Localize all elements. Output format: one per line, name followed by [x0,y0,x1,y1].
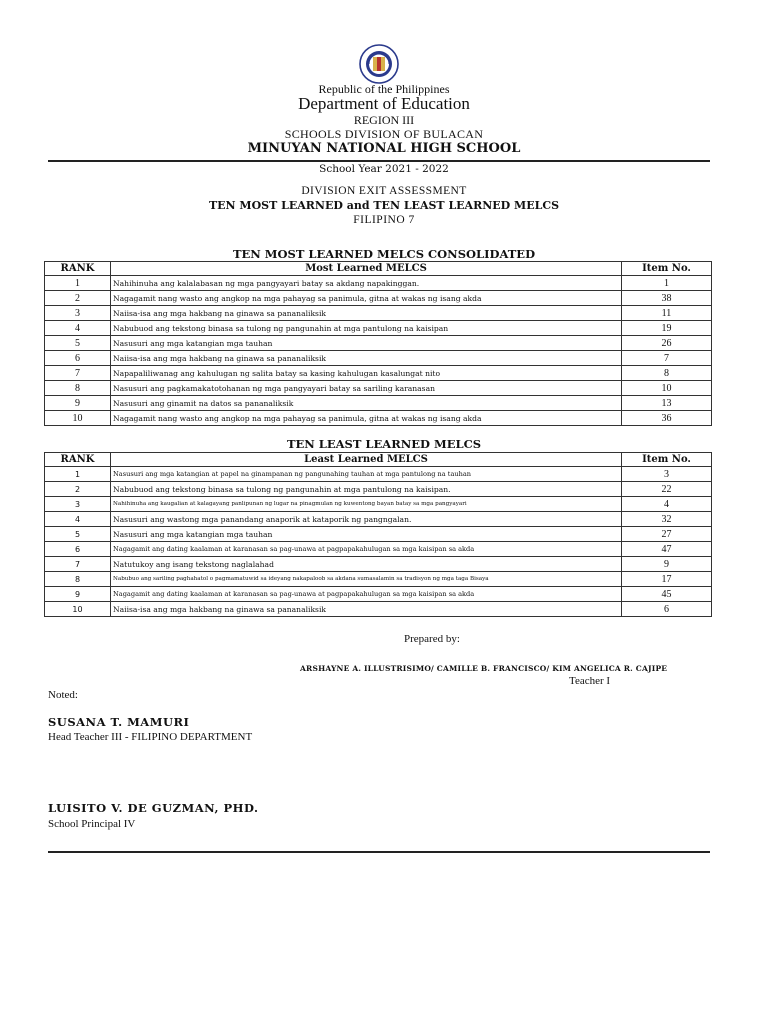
item-number-cell: 6 [622,602,712,617]
rank-cell: 8 [45,572,111,587]
melc-cell: Nahihinuha ang kalalabasan ng mga pangyayari batay sa akdang napakinggan. [111,276,622,291]
rank-cell: 4 [45,512,111,527]
item-number-cell: 45 [622,587,712,602]
item-number-cell: 27 [622,527,712,542]
document-subtitle: TEN MOST LEARNED and TEN LEAST LEARNED MELCS [208,199,560,212]
table-row [45,557,712,572]
melc-header: Most Learned MELCS [111,262,622,276]
melc-header: Least Learned MELCS [111,453,622,467]
region-label: REGION III [353,113,415,127]
item-number-cell: 3 [622,467,712,482]
item-number-cell: 13 [622,396,712,411]
header-divider [48,160,710,162]
melc-cell: Nabubuod ang tekstong binasa sa tulong ng pangunahin at mga pantulong na kaisipan [111,321,622,336]
division-label: SCHOOLS DIVISION OF BULACAN [284,127,484,141]
rank-cell: 10 [45,602,111,617]
table-row [45,587,712,602]
rank-cell: 7 [45,366,111,381]
school-year: School Year 2021 - 2022 [319,163,449,175]
melc-cell: Nasusuri ang pagkamakatotohanan ng mga pangyayari batay sa sariling karanasan [111,381,622,396]
melc-cell: Napapaliliwanag ang kahulugan ng salita batay sa kasing kahulugan kasalungat nito [111,366,622,381]
rank-cell: 2 [45,291,111,306]
least-learned-body [45,467,712,617]
principal-name: LUISITO V. DE GUZMAN, PHD. [48,801,259,815]
rank-cell: 4 [45,321,111,336]
melc-cell: Natutukoy ang isang tekstong naglalahad [111,557,622,572]
table-row [45,467,712,482]
rank-cell: 3 [45,306,111,321]
item-header: Item No. [622,453,712,467]
table-row [45,527,712,542]
prepared-by-label: Prepared by: [404,633,460,645]
item-number-cell: 17 [622,572,712,587]
item-number-cell: 32 [622,512,712,527]
table-row [45,321,712,336]
rank-cell: 7 [45,557,111,572]
most-learned-title: TEN MOST LEARNED MELCS CONSOLIDATED [232,247,536,261]
melc-cell: Nasusuri ang wastong mga panandang anaporik at kataporik ng pangngalan. [111,512,622,527]
rank-cell: 5 [45,527,111,542]
rank-cell: 8 [45,381,111,396]
rank-cell: 6 [45,351,111,366]
melc-cell: Nabubuo ang sariling paghahatol o pagmamatuwid sa ideyang nakapaloob sa akdana sumasalamin sa tradisyon ng mga taga Bisaya [111,572,622,587]
melc-cell: Nagagamit ang dating kaalaman at karanasan sa pag-unawa at pagpapakahulugan sa mga kaisipan sa akda [111,587,622,602]
table-row [45,306,712,321]
table-row [45,396,712,411]
prepared-by-names: ARSHAYNE A. ILLUSTRISIMO/ CAMILLE B. FRANCISCO/ KIM ANGELICA R. CAJIPE [300,664,668,673]
melc-cell: Nagagamit nang wasto ang angkop na mga pahayag sa panimula, gitna at wakas ng isang akda [111,291,622,306]
most-learned-table [44,261,712,426]
table-header-row [45,262,712,276]
rank-cell: 2 [45,482,111,497]
table-row [45,381,712,396]
table-row [45,411,712,426]
melc-cell: Nasusuri ang ginamit na datos sa pananaliksik [111,396,622,411]
deped-seal-icon [351,44,407,84]
table-row [45,351,712,366]
melc-cell: Nahihinuha ang kaugalian at kalagayang panlipunan ng lugar na pinagmulan ng kuwentong bayan batay sa mga pangyayari [111,497,622,512]
table-row [45,602,712,617]
table-header-row [45,453,712,467]
table-row [45,497,712,512]
assessment-title: DIVISION EXIT ASSESSMENT [301,185,467,197]
principal-role: School Principal IV [48,818,136,830]
rank-cell: 9 [45,396,111,411]
noted-label: Noted: [48,689,78,701]
rank-header: RANK [45,262,111,276]
melc-cell: Nasusuri ang mga katangian mga tauhan [111,336,622,351]
least-learned-table [44,452,712,617]
melc-cell: Nagagamit nang wasto ang angkop na mga pahayag sa panimula, gitna at wakas ng isang akda [111,411,622,426]
rank-cell: 9 [45,587,111,602]
melc-cell: Nagagamit ang dating kaalaman at karanasan sa pag-unawa at pagpapakahulugan sa mga kaisipan sa akda [111,542,622,557]
item-number-cell: 9 [622,557,712,572]
subject-label: FILIPINO 7 [353,214,415,226]
item-number-cell: 10 [622,381,712,396]
item-number-cell: 38 [622,291,712,306]
footer-divider [48,851,710,853]
table-row [45,572,712,587]
melc-cell: Naiisa-isa ang mga hakbang na ginawa sa pananaliksik [111,602,622,617]
table-row [45,276,712,291]
item-header: Item No. [622,262,712,276]
head-teacher-role: Head Teacher III - FILIPINO DEPARTMENT [48,731,253,743]
item-number-cell: 22 [622,482,712,497]
table-row [45,336,712,351]
melc-cell: Naiisa-isa ang mga hakbang na ginawa sa pananaliksik [111,351,622,366]
least-learned-title: TEN LEAST LEARNED MELCS [286,437,482,451]
item-number-cell: 26 [622,336,712,351]
melc-cell: Nasusuri ang mga katangian mga tauhan [111,527,622,542]
table-row [45,542,712,557]
rank-cell: 1 [45,276,111,291]
rank-cell: 10 [45,411,111,426]
melc-cell: Naiisa-isa ang mga hakbang na ginawa sa pananaliksik [111,306,622,321]
table-row [45,482,712,497]
rank-cell: 1 [45,467,111,482]
rank-cell: 6 [45,542,111,557]
rank-cell: 3 [45,497,111,512]
prepared-by-role: Teacher I [569,675,611,687]
table-row [45,512,712,527]
head-teacher-name: SUSANA T. MAMURI [48,715,190,729]
item-number-cell: 47 [622,542,712,557]
department-title: Department of Education [298,94,470,113]
melc-cell: Nasusuri ang mga katangian at papel na ginampanan ng pangunahing tauhan at mga pantulong na tauhan [111,467,622,482]
rank-header: RANK [45,453,111,467]
republic-label: Republic of the Philippines [318,82,450,96]
melc-cell: Nabubuod ang tekstong binasa sa tulong ng pangunahin at mga pantulong na kaisipan. [111,482,622,497]
item-number-cell: 36 [622,411,712,426]
item-number-cell: 11 [622,306,712,321]
item-number-cell: 4 [622,497,712,512]
table-row [45,366,712,381]
item-number-cell: 19 [622,321,712,336]
rank-cell: 5 [45,336,111,351]
item-number-cell: 8 [622,366,712,381]
school-name: MINUYAN NATIONAL HIGH SCHOOL [247,141,521,156]
item-number-cell: 7 [622,351,712,366]
most-learned-body [45,276,712,426]
table-row [45,291,712,306]
item-number-cell: 1 [622,276,712,291]
